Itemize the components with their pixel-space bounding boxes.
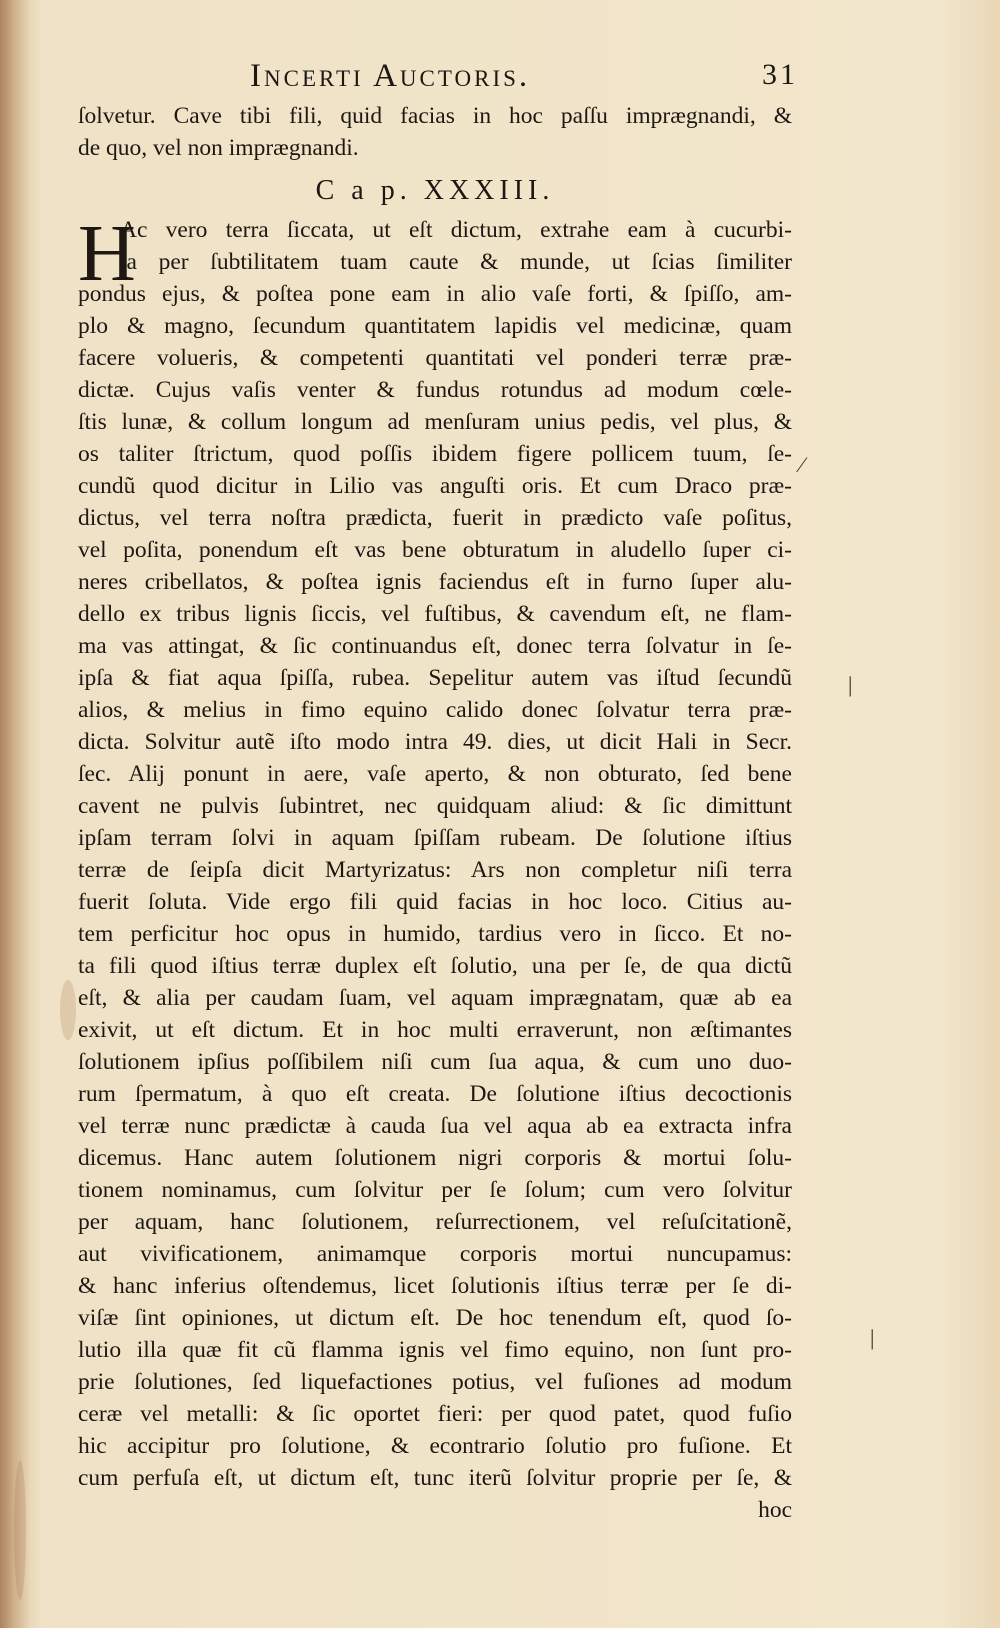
text-line: alios, & melius in fimo equino calido donec ſolvatur terra præ- (78, 697, 792, 723)
text-line: neres cribellatos, & poſtea ignis faciendus eſt in furno ſuper alu- (78, 569, 792, 595)
text-line: terræ de ſeipſa dicit Martyrizatus: Ars non completur niſi terra (78, 857, 792, 883)
text-line: aut vivificationem, animamque corporis mortui nuncupamus: (78, 1241, 792, 1267)
text-line: rum ſpermatum, à quo eſt creata. De ſolutione iſtius decoctionis (78, 1081, 792, 1107)
page-header (250, 58, 810, 102)
text-line: vel poſita, ponendum eſt vas bene obturatum in aludello ſuper ci- (78, 537, 792, 563)
text-line: ſolutionem ipſius poſſibilem niſi cum ſua aqua, & cum uno duo- (78, 1049, 792, 1075)
text-line: pondus ejus, & poſtea pone eam in alio vaſe forti, & ſpiſſo, am- (78, 281, 792, 307)
text-line: lutio illa quæ fit cũ flamma ignis vel fimo equino, non ſunt pro- (78, 1337, 792, 1363)
text-line: ſolvetur. Cave tibi fili, quid facias in hoc paſſu imprægnandi, & (78, 103, 792, 129)
text-line: & hanc inferius oſtendemus, licet ſolutionis iſtius terræ per ſe di- (78, 1273, 792, 1299)
text-line: viſæ ſint opiniones, ut dictum eſt. De hoc tenendum eſt, quod ſo- (78, 1305, 792, 1331)
text-line: dicemus. Hanc autem ſolutionem nigri corporis & mortui ſolu- (78, 1145, 792, 1171)
spine-shadow (0, 0, 30, 1628)
text-line: hic accipitur pro ſolutione, & econtrario ſolutio pro fuſione. Et (78, 1433, 792, 1459)
drop-initial: H (78, 210, 136, 298)
margin-mark: | (848, 672, 853, 697)
text-line: Ac vero terra ſiccata, ut eſt dictum, extrahe eam à cucurbi- (120, 217, 792, 243)
text-line: ceræ vel metalli: & ſic oportet fieri: per quod patet, quod fuſio (78, 1401, 792, 1427)
text-line: prie ſolutiones, ſed liquefactiones potius, vel fuſiones ad modum (78, 1369, 792, 1395)
foxing-stain (14, 1460, 26, 1600)
text-line: ipſam terram ſolvi in aquam ſpiſſam rubeam. De ſolutione iſtius (78, 825, 792, 851)
text-line: de quo, vel non imprægnandi. (78, 135, 359, 161)
text-line: exivit, ut eſt dictum. Et in hoc multi erraverunt, non æſtimantes (78, 1017, 792, 1043)
margin-mark: | (870, 1325, 875, 1350)
text-line: ta per ſubtilitatem tuam caute & munde, ut ſcias ſimiliter (120, 249, 792, 275)
text-line: tionem nominamus, cum ſolvitur per ſe ſolum; cum vero ſolvitur (78, 1177, 792, 1203)
text-line: fuerit ſoluta. Vide ergo fili quid facias in hoc loco. Citius au- (78, 889, 792, 915)
chapter-heading: C a p. XXXIII. (315, 175, 555, 206)
foxing-stain (60, 980, 76, 1040)
text-line: ſec. Alij ponunt in aere, vaſe aperto, & non obturato, ſed bene (78, 761, 792, 787)
page-number: 31 (762, 58, 798, 91)
text-line: vel terræ nunc prædictæ à cauda ſua vel aqua ab ea extracta infra (78, 1113, 792, 1139)
text-line: ma vas attingat, & ſic continuandus eſt, donec terra ſolvatur in ſe- (78, 633, 792, 659)
text-line: plo & magno, ſecundum quantitatem lapidis vel medicinæ, quam (78, 313, 792, 339)
text-line: dicta. Solvitur autẽ iſto modo intra 49. dies, ut dicit Hali in Secr. (78, 729, 792, 755)
text-line: dello ex tribus lignis ſiccis, vel fuſtibus, & cavendum eſt, ne flam- (78, 601, 792, 627)
text-block (78, 100, 792, 1526)
text-line: os taliter ſtrictum, quod poſſis ibidem figere pollicem tuum, ſe- (78, 441, 792, 467)
text-line: eſt, & alia per caudam ſuam, vel aquam imprægnatam, quæ ab ea (78, 985, 792, 1011)
text-line: ſtis lunæ, & collum longum ad menſuram unius pedis, vel plus, & (78, 409, 792, 435)
text-line: cum perfuſa eſt, ut dictum eſt, tunc iterũ ſolvitur proprie per ſe, & (78, 1465, 792, 1491)
text-line: cavent ne pulvis ſubintret, nec quidquam aliud: & ſic dimittunt (78, 793, 792, 819)
text-line: facere volueris, & competenti quantitati vel ponderi terræ præ- (78, 345, 792, 371)
text-line: cundũ quod dicitur in Lilio vas anguſti oris. Et cum Draco præ- (78, 473, 792, 499)
running-head: Incerti Auctoris. (250, 58, 531, 94)
catchword: hoc (758, 1497, 792, 1523)
text-line: ipſa & fiat aqua ſpiſſa, rubea. Sepelitur autem vas iſtud ſecundũ (78, 665, 792, 691)
text-line: per aquam, hanc ſolutionem, reſurrectionem, vel reſuſcitationẽ, (78, 1209, 792, 1235)
text-line: dictæ. Cujus vaſis venter & fundus rotundus ad modum cœle- (78, 377, 792, 403)
text-line: ta fili quod iſtius terræ duplex eſt ſolutio, una per ſe, de qua dictũ (78, 953, 792, 979)
margin-mark: ⁄ (800, 452, 804, 477)
text-line: tem perficitur hoc opus in humido, tardius vero in ſicco. Et no- (78, 921, 792, 947)
chapter-body (78, 210, 792, 1494)
text-line: dictus, vel terra noſtra prædicta, fuerit in prædicto vaſe poſitus, (78, 505, 792, 531)
